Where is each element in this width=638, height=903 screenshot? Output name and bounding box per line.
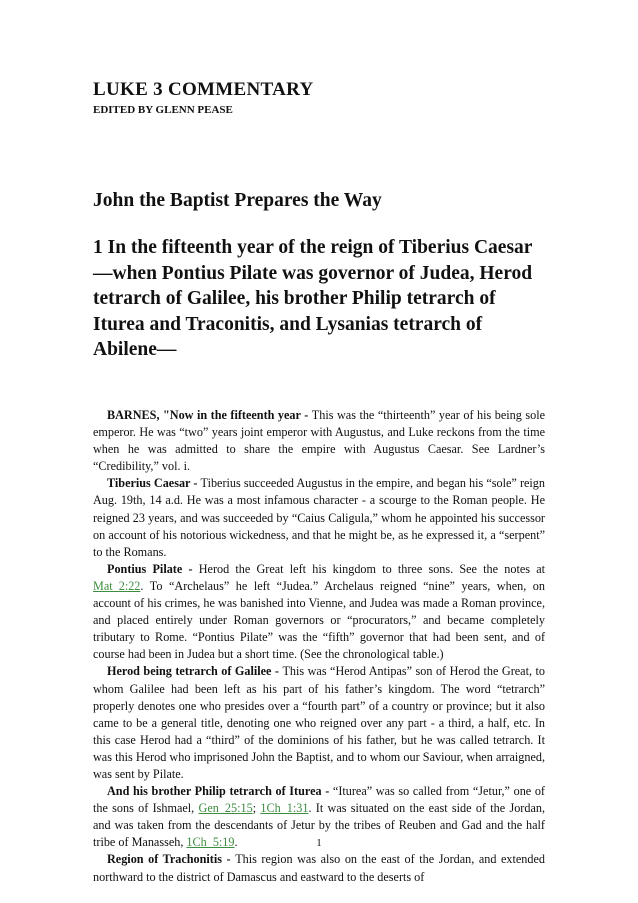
entry-text: . To “Archelaus” he left “Judea.” Archelaus reigned “nine” years, when, on account of his crimes, he was banished into Vienne, and Judea was made a Roman province, and placed entirely under Roman governors or “procurators,” and became completely tributary to Rome. “Pontius Pilate” was the “fifth” governor that had been sent, and of course had been in Judea but a short time. (See the chronological table.) xyxy=(93,578,545,662)
entry-text: This was the “thirteenth” year of his being sole emperor. He was “two” years joint emperor with Augustus, and Luke reckons from the time when he was admitted to share the empire with Augustus Caesar. See Lardner’s “Credibility,” vol. i. xyxy=(93,408,545,474)
scripture-reference-link[interactable]: Mat_2:22 xyxy=(93,578,141,593)
commentary-paragraph xyxy=(93,407,545,475)
document-title: LUKE 3 COMMENTARY xyxy=(93,79,314,100)
entry-text: Tiberius succeeded Augustus in the empire, and began his “sole” reign Aug. 19th, 14 a.d. He was a most infamous character - a scourge to the Roman people. He reigned 23 years, and was succeeded by “Caius Caligula,” whom he appointed his successor on account of his notorious wickedness, and that he might be, as he expressed it, a “serpent” to the Romans. xyxy=(93,476,545,559)
entry-heading: Pontius Pilate - xyxy=(107,561,199,576)
commentary-paragraph xyxy=(93,663,545,783)
commentary-paragraph xyxy=(93,851,545,885)
entry-heading: And his brother Philip tetrarch of Iturea - xyxy=(107,784,333,799)
scripture-reference-link[interactable]: Gen_25:15 xyxy=(198,801,253,816)
reference-separator: ; xyxy=(252,801,261,816)
entry-heading: Tiberius Caesar - xyxy=(107,476,201,491)
scripture-reference-link[interactable]: 1Ch_5:19 xyxy=(186,835,235,850)
section-heading: John the Baptist Prepares the Way xyxy=(93,190,382,211)
entry-text: This region was also on the east of the Jordan, and extended northward to the district of Damascus and eastward to the deserts of xyxy=(93,852,545,884)
entry-heading: Herod being tetrarch of Galilee - xyxy=(107,664,283,679)
entry-text: This was “Herod Antipas” son of Herod the Great, to whom Galilee had been left as his part of his father’s kingdom. The word “tetrarch” properly denotes one who presides over a “fourth part” of a country or province; but it also came to be a general title, denoting one who reigned over any part - a third, a half, etc. In this case Herod had a “third” of the dominions of his father, but he was called tetrarch. It was this Herod who imprisoned John the Baptist, and to whom our Saviour, when arraigned, was sent by Pilate. xyxy=(93,664,545,781)
scripture-reference-link[interactable]: 1Ch_1:31 xyxy=(260,801,309,816)
commentary-paragraph xyxy=(93,475,545,560)
entry-text: . It was situated on the east side of the Jordan, and was taken from the descendants of Jetur by the tribes of Reuben and Gad and the half tribe of Manasseh, xyxy=(93,801,546,850)
verse-text: 1 In the fifteenth year of the reign of Tiberius Caesar—when Pontius Pilate was governor of Judea, Herod tetrarch of Galilee, his brother Philip tetrarch of Iturea and Traconitis, and Lysanias tetrarch of Abilene— xyxy=(93,237,533,360)
entry-heading: Region of Trachonitis - xyxy=(107,852,236,867)
entry-text: . xyxy=(234,835,238,850)
commentary-paragraph xyxy=(93,561,545,664)
page-number: 1 xyxy=(316,837,322,849)
entry-text: Herod the Great left his kingdom to three sons. See the notes at xyxy=(198,561,545,576)
editor-line: EDITED BY GLENN PEASE xyxy=(93,104,233,116)
entry-text: “Iturea” was so called from “Jetur,” one of the sons of Ishmael, xyxy=(93,784,545,816)
commentary-body xyxy=(93,407,545,886)
entry-heading: BARNES, "Now in the fifteenth year - xyxy=(107,408,312,422)
